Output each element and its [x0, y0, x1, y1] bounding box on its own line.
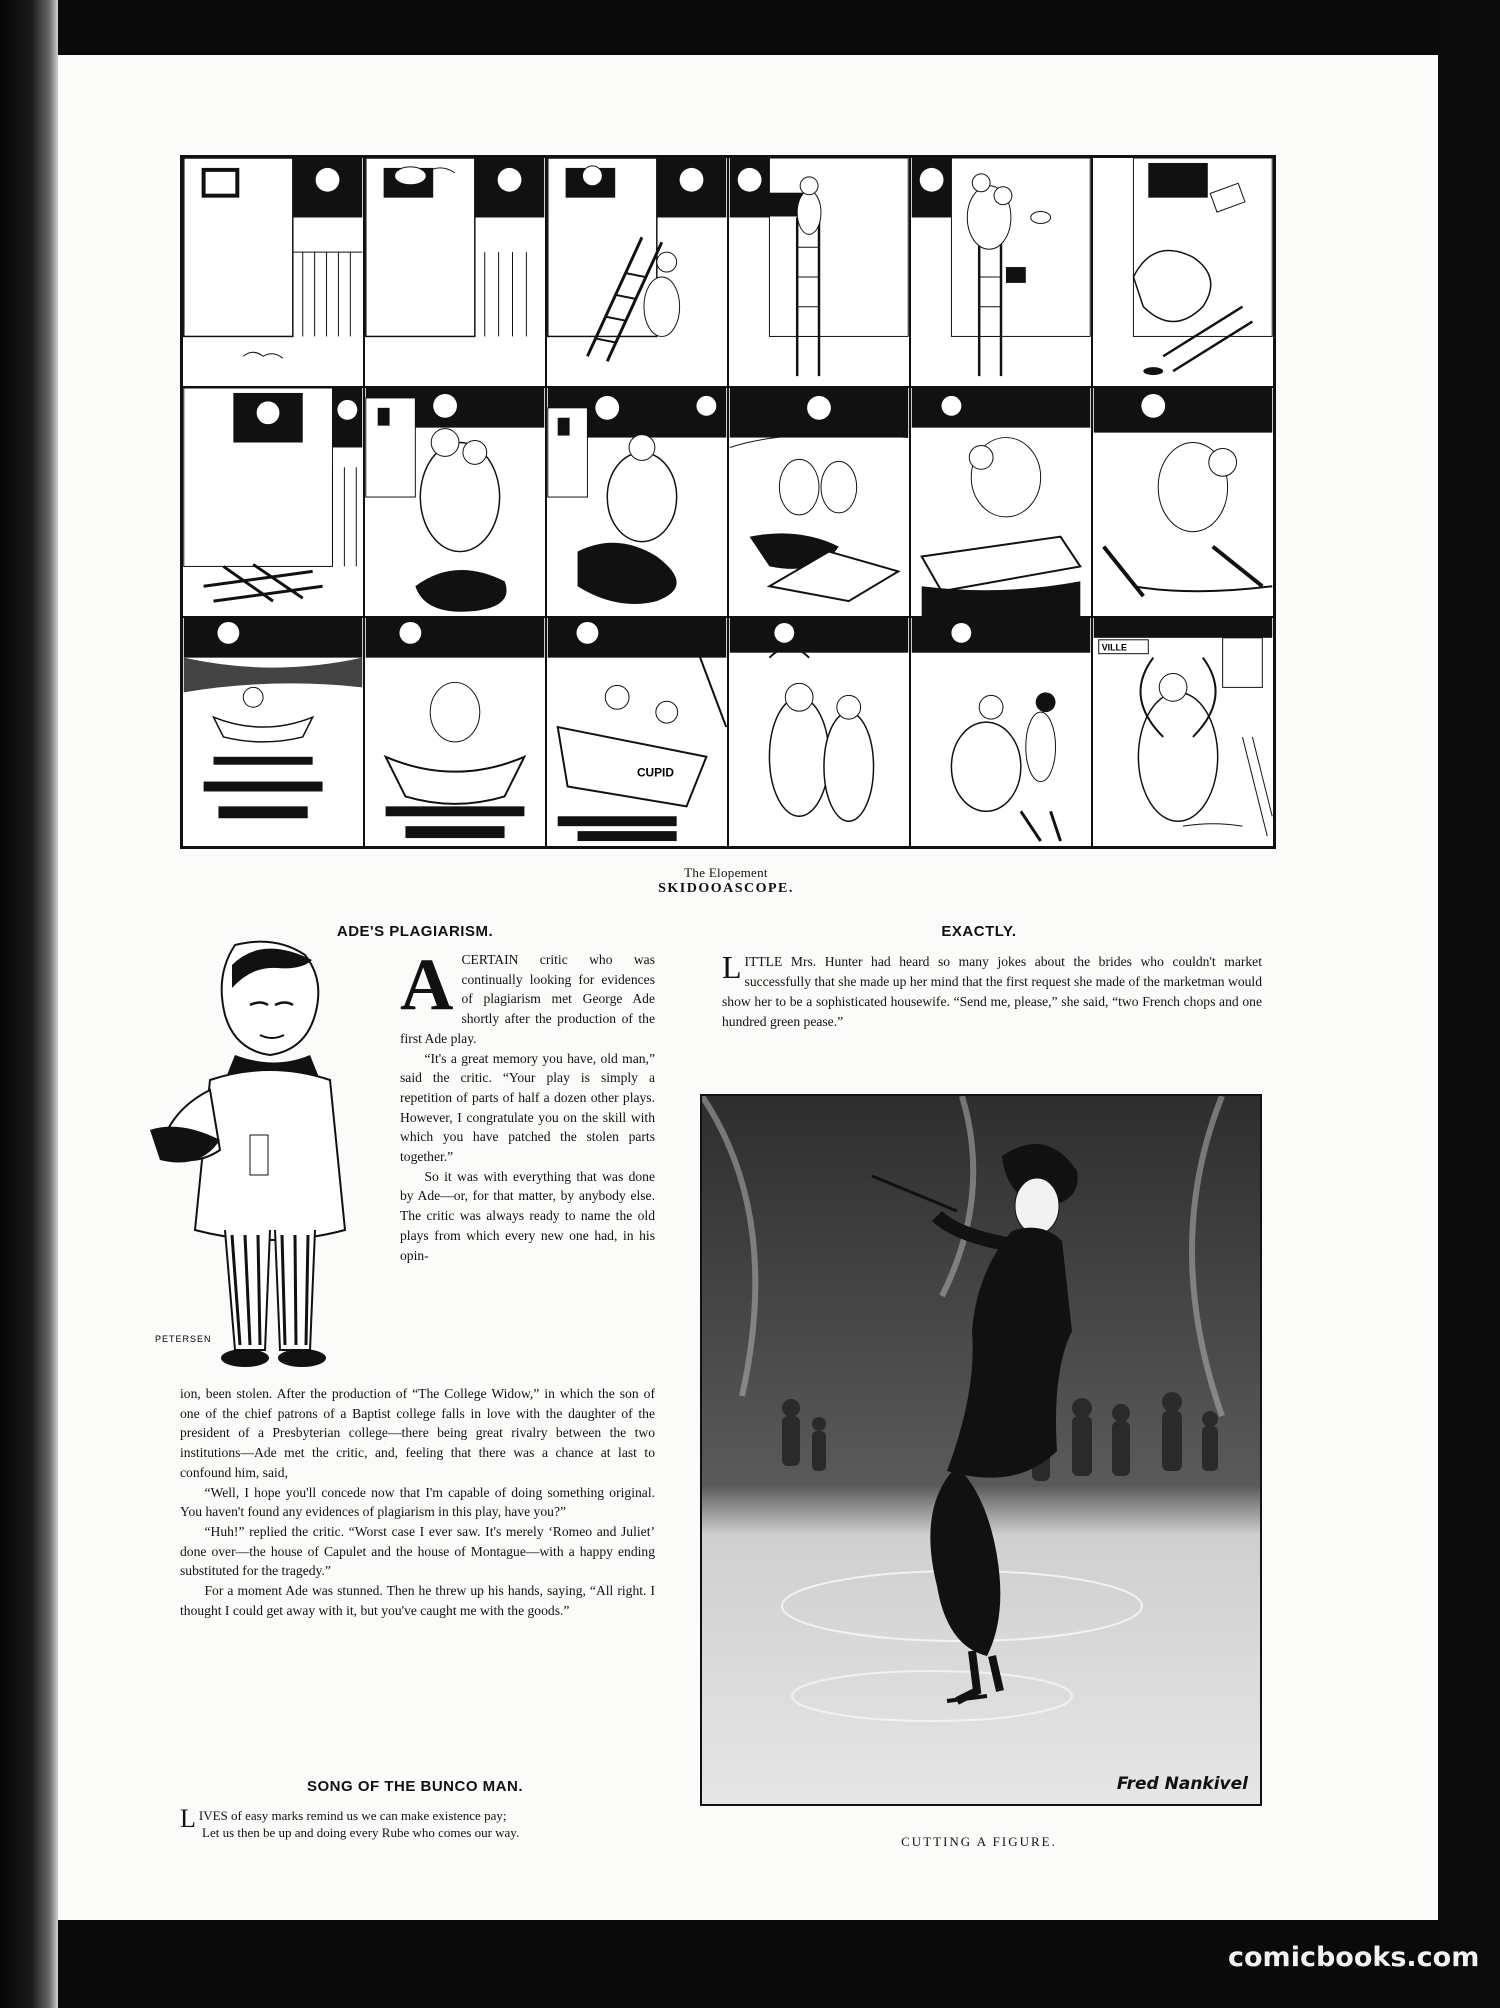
exactly-heading: EXACTLY.: [941, 923, 1017, 940]
ade-text-column-top: [400, 944, 655, 1265]
comic-strip: [180, 155, 1276, 849]
comic-panel: [728, 617, 910, 847]
dropcap-a: A: [400, 944, 454, 1026]
comic-panel: [546, 617, 728, 847]
comic-panel: [364, 617, 546, 847]
comic-panel: [728, 157, 910, 387]
comic-panel: [546, 387, 728, 617]
scan-border: [1438, 0, 1500, 2008]
comic-panel: [910, 617, 1092, 847]
comic-panel: [364, 157, 546, 387]
site-watermark: comicbooks.com: [1228, 1942, 1480, 1973]
comic-panel: [910, 387, 1092, 617]
comic-title: SKIDOOASCOPE.: [658, 881, 794, 896]
ade-paragraph-4: “Well, I hope you'll concede now that I'm capable of doing something original. You haven't found any evidences of plagiarism in this play, have you?”: [180, 1484, 655, 1520]
song-poem: [180, 1804, 645, 1841]
comic-caption: The Elopement: [684, 865, 768, 880]
comic-panel: [182, 387, 364, 617]
illustrator-signature: Fred Nankivel: [1116, 1774, 1248, 1794]
ade-paragraph-6: For a moment Ade was stunned. Then he threw up his hands, saying, “All right. I thought I could get away with it, but you've caught me with the goods.”: [180, 1583, 655, 1618]
george-ade-caricature: [140, 940, 395, 1375]
song-line-1: IVES of easy marks remind us we can make existence pay;: [198, 1808, 507, 1823]
comic-panel: [910, 157, 1092, 387]
ade-paragraph-1: CERTAIN critic who was continually looking for evidences of plagiarism met George Ade shortly after the production of the first Ade play.: [400, 952, 655, 1046]
comic-panel: [1092, 157, 1274, 387]
caricature-artist-signature: PETERSEN: [155, 1334, 212, 1344]
ade-paragraph-5: “Huh!” replied the critic. “Worst case I ever saw. It's merely ‘Romeo and Juliet’ done over—the house of Capulet and the house of Montague—with a happy ending substituted for the tragedy.”: [180, 1523, 655, 1579]
ade-paragraph-3b: ion, been stolen. After the production of “The College Widow,” in which the son of one of the chief patrons of a Baptist college falls in love with the daughter of the president of a Presbyterian college—there being great rivalry between the two institutions—Ade met the critic, and, feeling that there was a chance at last to confound him, said,: [180, 1386, 655, 1480]
ade-paragraph-3a: So it was with everything that was done by Ade—or, for that matter, by anybody else. The critic was always ready to name the old plays from which every new one had, in his opin-: [400, 1168, 655, 1263]
comic-panel: [364, 387, 546, 617]
ade-heading: ADE'S PLAGIARISM.: [336, 923, 494, 940]
exactly-text: [722, 949, 1262, 1032]
comic-panel: [728, 387, 910, 617]
boat-name-label: CUPID: [637, 765, 674, 780]
comic-panel: [182, 617, 364, 847]
song-line-2: Let us then be up and doing every Rube who comes our way.: [202, 1825, 520, 1840]
dropcap-l-song: L: [180, 1804, 196, 1833]
comic-panel: [182, 157, 364, 387]
station-sign-label: VILLE: [1101, 642, 1127, 653]
exactly-paragraph: ITTLE Mrs. Hunter had heard so many jokes about the brides who couldn't market successfully that she made up her mind that the first request she made of the marketman would show her to be a sophisticated housewife. “Send me, please,” she said, “two French chops and one hundred green pease.”: [722, 954, 1262, 1029]
book-spine: [0, 0, 58, 2008]
ade-text-column-bottom: [180, 1384, 655, 1620]
ade-paragraph-2: “It's a great memory you have, old man,” said the critic. “Your play is simply a repetition of parts of half a dozen other plays. However, I congratulate you on the skill with which you have patched the stolen parts together.”: [400, 1050, 655, 1165]
dropcap-l-exactly: L: [722, 949, 742, 985]
song-heading: SONG OF THE BUNCO MAN.: [307, 1778, 523, 1795]
skater-illustration: [700, 1094, 1262, 1806]
illustration-caption: CUTTING A FIGURE.: [901, 1834, 1057, 1849]
comic-panel: [1092, 617, 1274, 847]
comic-panel: [1092, 387, 1274, 617]
comic-panel: [546, 157, 728, 387]
